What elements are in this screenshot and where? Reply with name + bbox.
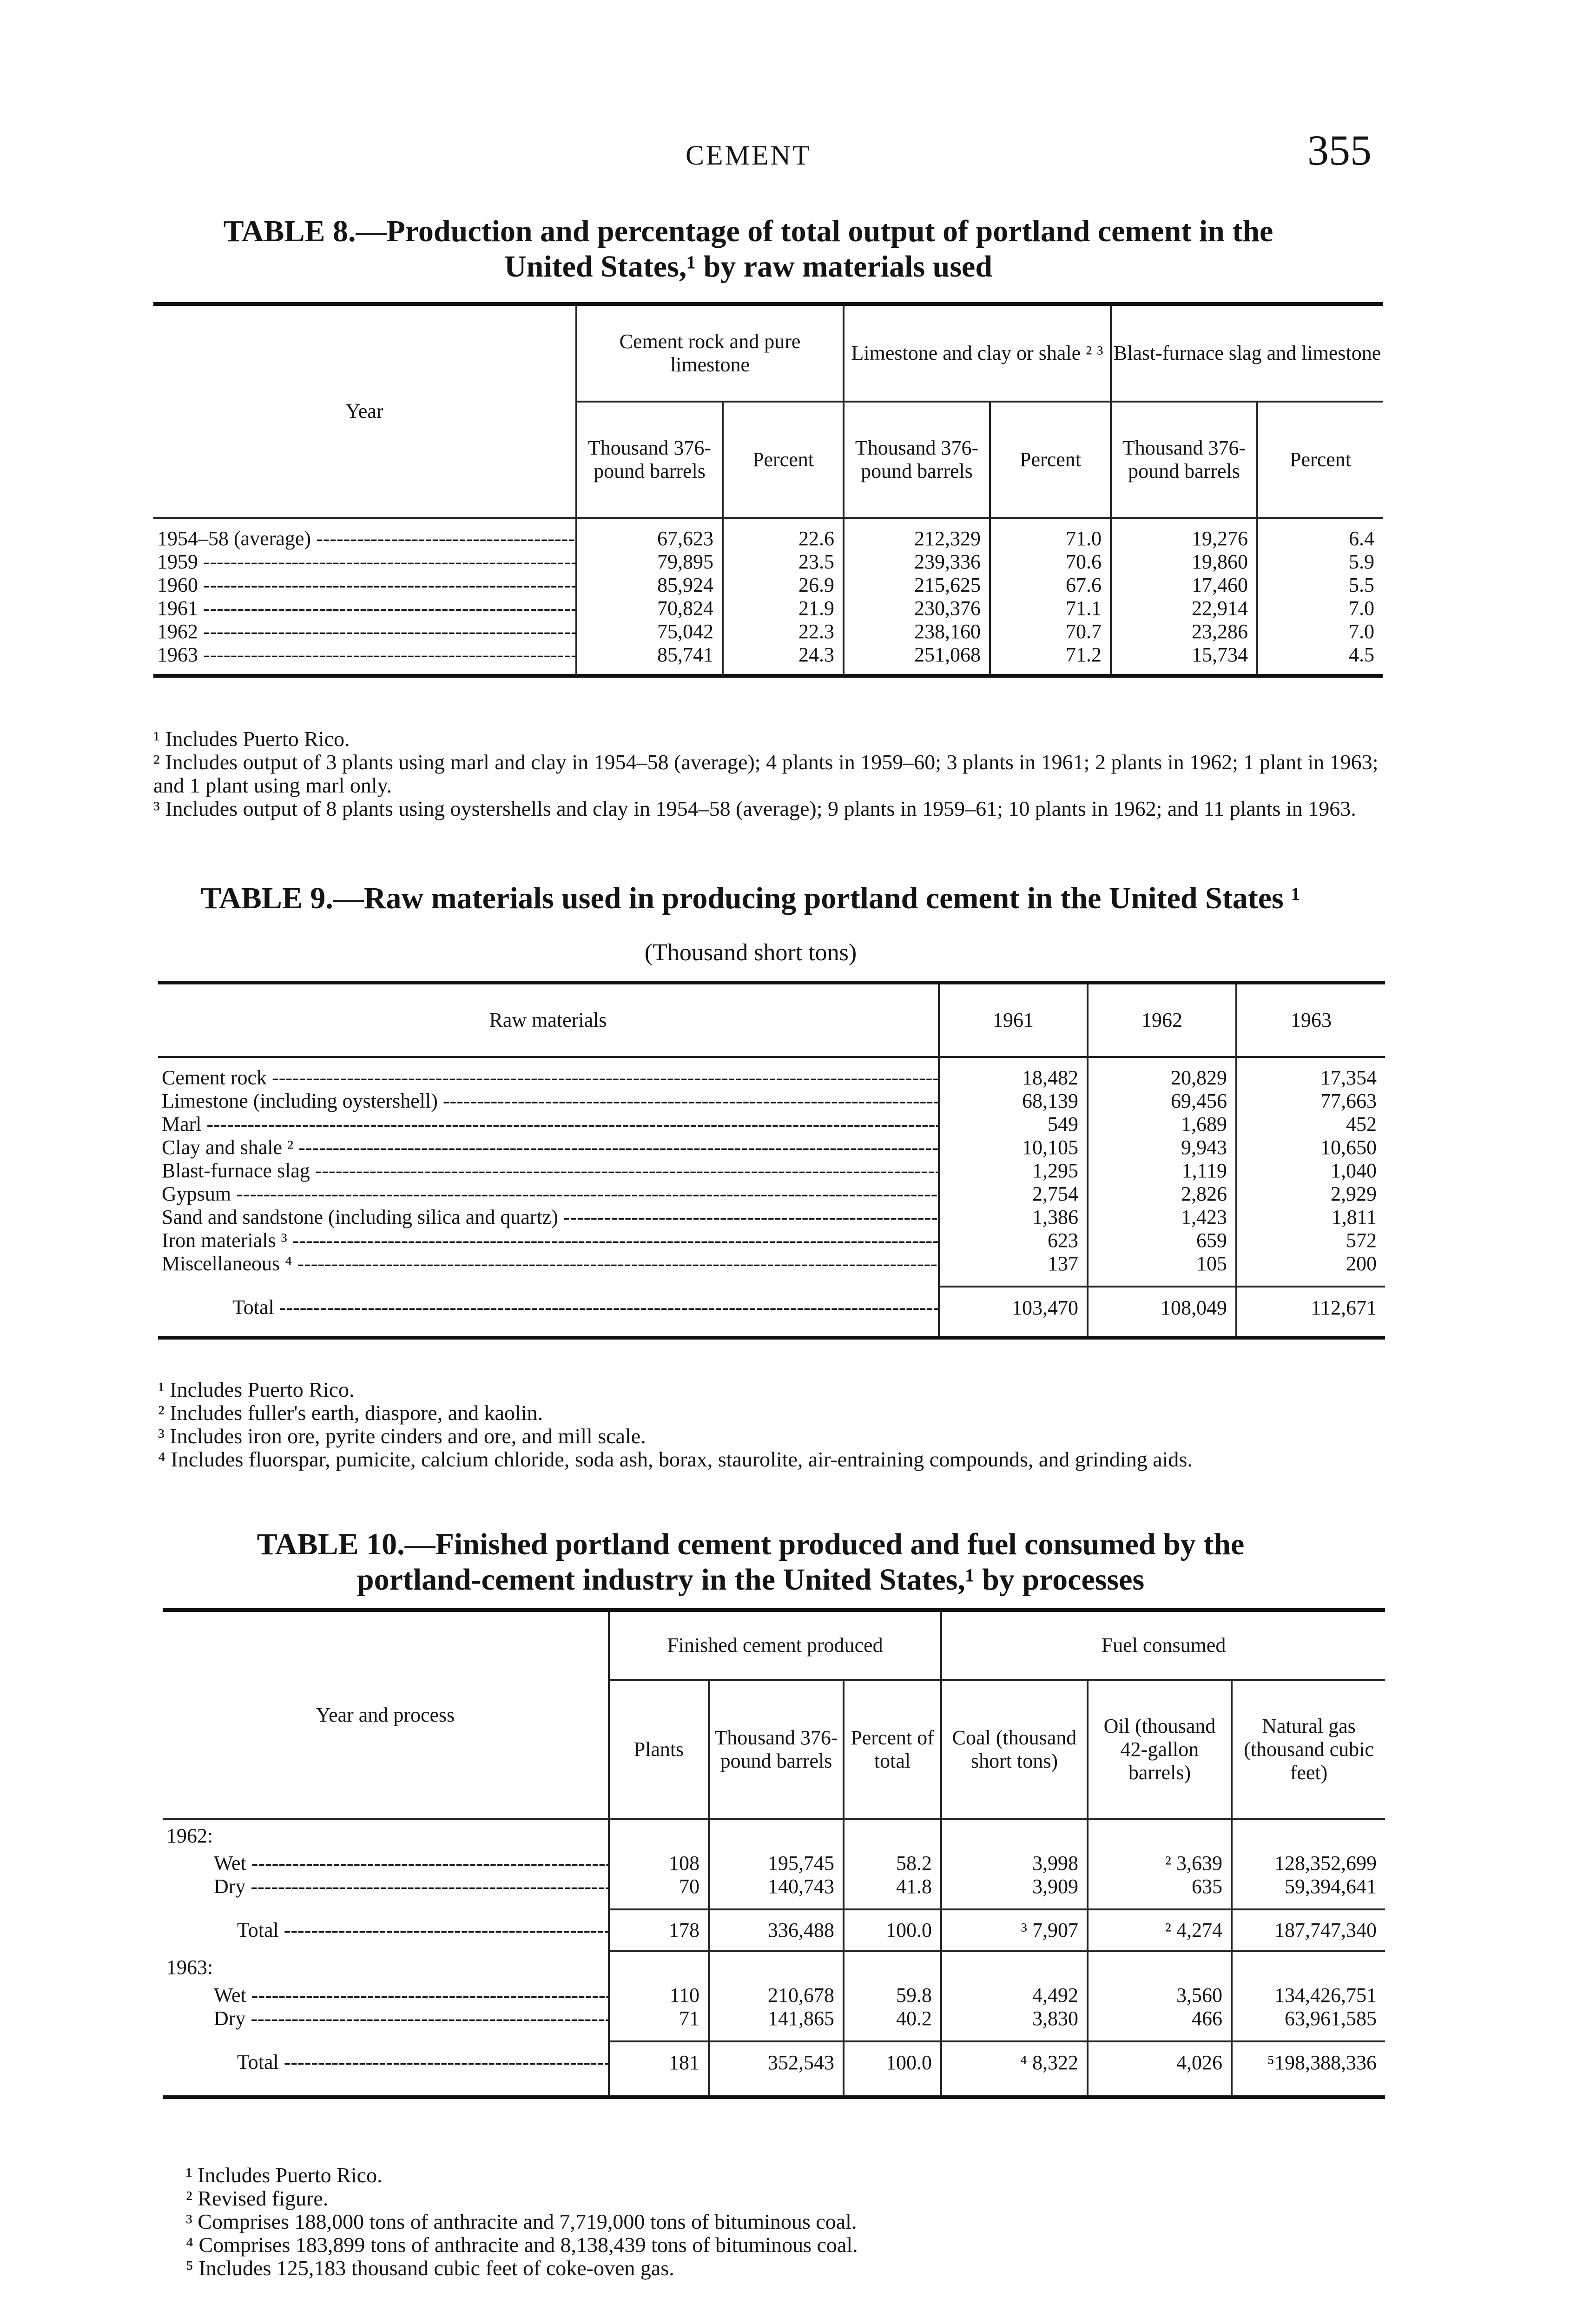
table-row [163, 1984, 1385, 2007]
table10-footnote: ¹ Includes Puerto Rico. [186, 2163, 383, 2187]
table8-cell: 19,276 [1111, 527, 1257, 550]
table10-caption [116, 1527, 1385, 1598]
table-row [158, 1089, 1385, 1113]
table8-year: 1961 ----- [153, 597, 576, 620]
table-row [153, 574, 1383, 597]
table-row [163, 1852, 1385, 1875]
table-row [163, 2007, 1385, 2030]
table9-footnote: ¹ Includes Puerto Rico. [158, 1378, 355, 1401]
table10-process: Dry ----- [163, 2007, 609, 2030]
table8-cell: 71.1 [990, 597, 1111, 620]
table8-cell: 21.9 [723, 597, 844, 620]
table9-label: Clay and shale ² ----- [158, 1136, 939, 1159]
table8-group-limestone-clay: Limestone and clay or shale ² ³ [844, 304, 1111, 402]
table-row [158, 1066, 1385, 1089]
table10-total-cell: 352,543 [709, 2041, 844, 2083]
table10-cell: 466 [1088, 2007, 1232, 2030]
table9-cell: 2,754 [939, 1182, 1088, 1206]
table8-footnotes [153, 727, 1383, 820]
table8-sub-pct: Percent [1257, 402, 1383, 518]
table10-cell: 195,745 [709, 1852, 844, 1875]
table9-cell: 1,386 [939, 1206, 1088, 1229]
table-row-total [163, 1909, 1385, 1951]
table8-cell: 5.9 [1257, 550, 1383, 574]
table10-cell: ² 3,639 [1088, 1852, 1232, 1875]
table10-total-cell: 100.0 [844, 2041, 941, 2083]
table8-cell: 79,895 [576, 550, 723, 574]
table9-total-cell: 103,470 [939, 1287, 1088, 1328]
table8-stub-header: Year [153, 304, 576, 518]
table-row [153, 527, 1383, 550]
table9-cell: 1,811 [1236, 1206, 1385, 1229]
table9-footnotes [158, 1378, 1385, 1471]
table10-total-cell: ⁴ 8,322 [941, 2041, 1088, 2083]
table8-cell: 26.9 [723, 574, 844, 597]
table9-year-header: 1961 [939, 983, 1088, 1057]
table10-cell: 59.8 [844, 1984, 941, 2007]
table8-caption [116, 214, 1380, 284]
table10-year: 1963: [166, 1956, 213, 1979]
table10-caption-line2: portland-cement industry in the United States,¹ by processes [356, 1563, 1145, 1597]
table8-year: 1962 ----- [153, 620, 576, 643]
table10-cell: 210,678 [709, 1984, 844, 2007]
table-row [158, 1252, 1385, 1275]
table8-cell: 24.3 [723, 643, 844, 667]
table9-cell: 105 [1088, 1252, 1236, 1275]
table10-cell: 3,998 [941, 1852, 1088, 1875]
table10-total-label: Total ----- [163, 1909, 609, 1951]
table10-col-gas: Natural gas (thousand cubic feet) [1232, 1680, 1385, 1819]
table10-total-cell: ⁵198,388,336 [1232, 2041, 1385, 2083]
table10-col-plants: Plants [609, 1680, 709, 1819]
table9-cell: 20,829 [1088, 1066, 1236, 1089]
table8-cell: 23.5 [723, 550, 844, 574]
table9-cell: 1,423 [1088, 1206, 1236, 1229]
table9-cell: 2,929 [1236, 1182, 1385, 1206]
table9-label: Iron materials ³ ----- [158, 1229, 939, 1252]
table9-cell: 2,826 [1088, 1182, 1236, 1206]
table9-cell: 10,105 [939, 1136, 1088, 1159]
table-row [158, 1113, 1385, 1136]
table10 [163, 1608, 1385, 2099]
table8-cell: 71.2 [990, 643, 1111, 667]
table9-cell: 10,650 [1236, 1136, 1385, 1159]
table8-sub-pct: Percent [990, 402, 1111, 518]
table10-footnote: ⁴ Comprises 183,899 tons of anthracite and 8,138,439 tons of bituminous coal. [186, 2233, 858, 2257]
table8-footnote: ¹ Includes Puerto Rico. [153, 727, 350, 751]
running-head [0, 126, 1590, 191]
table10-cell: 110 [609, 1984, 709, 2007]
table8-cell: 85,924 [576, 574, 723, 597]
table8-sub-qty: Thousand 376-pound barrels [844, 402, 990, 518]
table8-cell: 75,042 [576, 620, 723, 643]
table9-stub-header: Raw materials [158, 983, 939, 1057]
table9-cell: 77,663 [1236, 1089, 1385, 1113]
table8-cell: 215,625 [844, 574, 990, 597]
table10-cell: 141,865 [709, 2007, 844, 2030]
table9-year-header: 1963 [1236, 983, 1385, 1057]
table10-footnote: ⁵ Includes 125,183 thousand cubic feet of coke-oven gas. [186, 2256, 674, 2280]
table10-total-cell: 178 [609, 1909, 709, 1951]
table10-caption-line1: TABLE 10.—Finished portland cement produced and fuel consumed by the [257, 1527, 1245, 1561]
table9-label: Marl ----- [158, 1113, 939, 1136]
table9-cell: 1,689 [1088, 1113, 1236, 1136]
table9-cell: 9,943 [1088, 1136, 1236, 1159]
table8-cell: 70.7 [990, 620, 1111, 643]
table-row-total [158, 1287, 1385, 1328]
table8-cell: 70,824 [576, 597, 723, 620]
table9-label: Gypsum ----- [158, 1182, 939, 1206]
table9-label: Cement rock ----- [158, 1066, 939, 1089]
table10-footnote: ³ Comprises 188,000 tons of anthracite and 7,719,000 tons of bituminous coal. [186, 2210, 857, 2233]
running-head-title: CEMENT [686, 140, 811, 171]
table10-cell: 58.2 [844, 1852, 941, 1875]
table10-cell: 59,394,641 [1232, 1875, 1385, 1898]
table10-cell: 140,743 [709, 1875, 844, 1898]
table10-footnote: ² Revised figure. [186, 2186, 329, 2210]
table8-cell: 230,376 [844, 597, 990, 620]
table10-process: Wet ----- [163, 1852, 609, 1875]
table9-cell: 1,119 [1088, 1159, 1236, 1182]
table8-cell: 7.0 [1257, 620, 1383, 643]
table9-cell: 452 [1236, 1113, 1385, 1136]
table9-cell: 659 [1088, 1229, 1236, 1252]
table8-caption-line1: TABLE 8.—Production and percentage of total output of portland cement in the [223, 214, 1273, 248]
table8-sub-qty: Thousand 376-pound barrels [1111, 402, 1257, 518]
table-row [158, 1159, 1385, 1182]
table8-footnote: ² Includes output of 3 plants using marl and clay in 1954–58 (average); 4 plants in 1959–60; 3 plants in 1961; 2 plants in 1962; 1 plant in 1963; and 1 plant using marl only. [153, 750, 1379, 797]
table10-col-oil: Oil (thousand 42-gallon barrels) [1088, 1680, 1232, 1819]
table10-cell: 71 [609, 2007, 709, 2030]
table10-group-fuel: Fuel consumed [941, 1610, 1385, 1680]
table9-year-header: 1962 [1088, 983, 1236, 1057]
table9-label: Limestone (including oystershell) ----- [158, 1089, 939, 1113]
table9-cell: 572 [1236, 1229, 1385, 1252]
table8-cell: 6.4 [1257, 527, 1383, 550]
table9-cell: 137 [939, 1252, 1088, 1275]
table9-cell: 1,040 [1236, 1159, 1385, 1182]
table9-footnote: ⁴ Includes fluorspar, pumicite, calcium chloride, soda ash, borax, staurolite, air-entraining compounds, and grinding aids. [158, 1447, 1193, 1471]
table10-cell: 635 [1088, 1875, 1232, 1898]
table9-footnote: ³ Includes iron ore, pyrite cinders and ore, and mill scale. [158, 1424, 646, 1448]
table9 [158, 981, 1385, 1340]
table10-year: 1962: [166, 1824, 213, 1847]
table10-group-produced: Finished cement produced [609, 1610, 941, 1680]
table8-cell: 22.6 [723, 527, 844, 550]
table10-cell: 3,560 [1088, 1984, 1232, 2007]
table10-cell: 134,426,751 [1232, 1984, 1385, 2007]
table8-footnote: ³ Includes output of 8 plants using oystershells and clay in 1954–58 (average); 9 plants in 1959–61; 10 plants in 1962; and 11 plants in 1963. [153, 797, 1356, 820]
table10-total-label: Total ----- [163, 2041, 609, 2083]
table10-cell: 4,492 [941, 1984, 1088, 2007]
table8-year: 1963 ----- [153, 643, 576, 667]
table8-cell: 71.0 [990, 527, 1111, 550]
table9-subtitle: (Thousand short tons) [644, 939, 857, 966]
table8-year: 1959 ----- [153, 550, 576, 574]
table10-total-cell: 187,747,340 [1232, 1909, 1385, 1951]
table8-cell: 251,068 [844, 643, 990, 667]
table10-cell: 108 [609, 1852, 709, 1875]
table8-cell: 17,460 [1111, 574, 1257, 597]
table-row [153, 643, 1383, 667]
table9-total-cell: 112,671 [1236, 1287, 1385, 1328]
table8-cell: 70.6 [990, 550, 1111, 574]
table8-cell: 22.3 [723, 620, 844, 643]
table9-cell: 200 [1236, 1252, 1385, 1275]
table8-cell: 19,860 [1111, 550, 1257, 574]
table8-group-slag: Blast-furnace slag and limestone [1111, 304, 1383, 402]
table10-col-coal: Coal (thousand short tons) [941, 1680, 1088, 1819]
table10-cell: 41.8 [844, 1875, 941, 1898]
table8-cell: 5.5 [1257, 574, 1383, 597]
table8-cell: 67.6 [990, 574, 1111, 597]
table10-stub-header: Year and process [163, 1610, 609, 1819]
table10-cell: 3,830 [941, 2007, 1088, 2030]
table8-cell: 67,623 [576, 527, 723, 550]
table10-cell: 40.2 [844, 2007, 941, 2030]
table-row [153, 620, 1383, 643]
table10-cell: 63,961,585 [1232, 2007, 1385, 2030]
table8-cell: 22,914 [1111, 597, 1257, 620]
table8-cell: 15,734 [1111, 643, 1257, 667]
table9-cell: 69,456 [1088, 1089, 1236, 1113]
table10-total-cell: ³ 7,907 [941, 1909, 1088, 1951]
table-row [153, 550, 1383, 574]
table9-footnote: ² Includes fuller's earth, diaspore, and kaolin. [158, 1401, 543, 1425]
table10-cell: 3,909 [941, 1875, 1088, 1898]
table9-cell: 623 [939, 1229, 1088, 1252]
table9-cell: 549 [939, 1113, 1088, 1136]
table-row [158, 1206, 1385, 1229]
table8-cell: 4.5 [1257, 643, 1383, 667]
page-number: 355 [1307, 126, 1372, 174]
table9-caption: TABLE 9.—Raw materials used in producing portland cement in the United States ¹ [201, 881, 1300, 915]
table9-label: Blast-furnace slag ----- [158, 1159, 939, 1182]
table9-total-cell: 108,049 [1088, 1287, 1236, 1328]
table-row [158, 1136, 1385, 1159]
table8-cell: 212,329 [844, 527, 990, 550]
table9-cell: 68,139 [939, 1089, 1088, 1113]
table-row [153, 597, 1383, 620]
table10-process: Wet ----- [163, 1984, 609, 2007]
table9-label: Miscellaneous ⁴ ----- [158, 1252, 939, 1275]
table-row [163, 1875, 1385, 1898]
table-row-total [163, 2041, 1385, 2083]
table8-year: 1954–58 (average) ----- [153, 527, 576, 550]
table9-cell: 18,482 [939, 1066, 1088, 1089]
table8-group-cement-rock: Cement rock and pure limestone [576, 304, 844, 402]
table-row [158, 1229, 1385, 1252]
table10-footnotes [186, 2164, 1385, 2280]
table-row [158, 1182, 1385, 1206]
table10-total-cell: 100.0 [844, 1909, 941, 1951]
table8-cell: 7.0 [1257, 597, 1383, 620]
table8-cell: 23,286 [1111, 620, 1257, 643]
table8-cell: 85,741 [576, 643, 723, 667]
table8-cell: 239,336 [844, 550, 990, 574]
table8-sub-qty: Thousand 376-pound barrels [576, 402, 723, 518]
table8-caption-line2: United States,¹ by raw materials used [504, 250, 993, 284]
table10-cell: 70 [609, 1875, 709, 1898]
table10-total-cell: ² 4,274 [1088, 1909, 1232, 1951]
table8-cell: 238,160 [844, 620, 990, 643]
table10-total-cell: 336,488 [709, 1909, 844, 1951]
table9-cell: 17,354 [1236, 1066, 1385, 1089]
table10-col-percent: Percent of total [844, 1680, 941, 1819]
table8 [153, 302, 1383, 678]
table10-total-cell: 4,026 [1088, 2041, 1232, 2083]
table10-cell: 128,352,699 [1232, 1852, 1385, 1875]
table8-year: 1960 ----- [153, 574, 576, 597]
table10-total-cell: 181 [609, 2041, 709, 2083]
table10-col-barrels: Thousand 376-pound barrels [709, 1680, 844, 1819]
table8-sub-pct: Percent [723, 402, 844, 518]
table9-cell: 1,295 [939, 1159, 1088, 1182]
table9-total-label: Total ----- [158, 1287, 939, 1328]
table10-process: Dry ----- [163, 1875, 609, 1898]
table9-label: Sand and sandstone (including silica and quartz) ----- [158, 1206, 939, 1229]
